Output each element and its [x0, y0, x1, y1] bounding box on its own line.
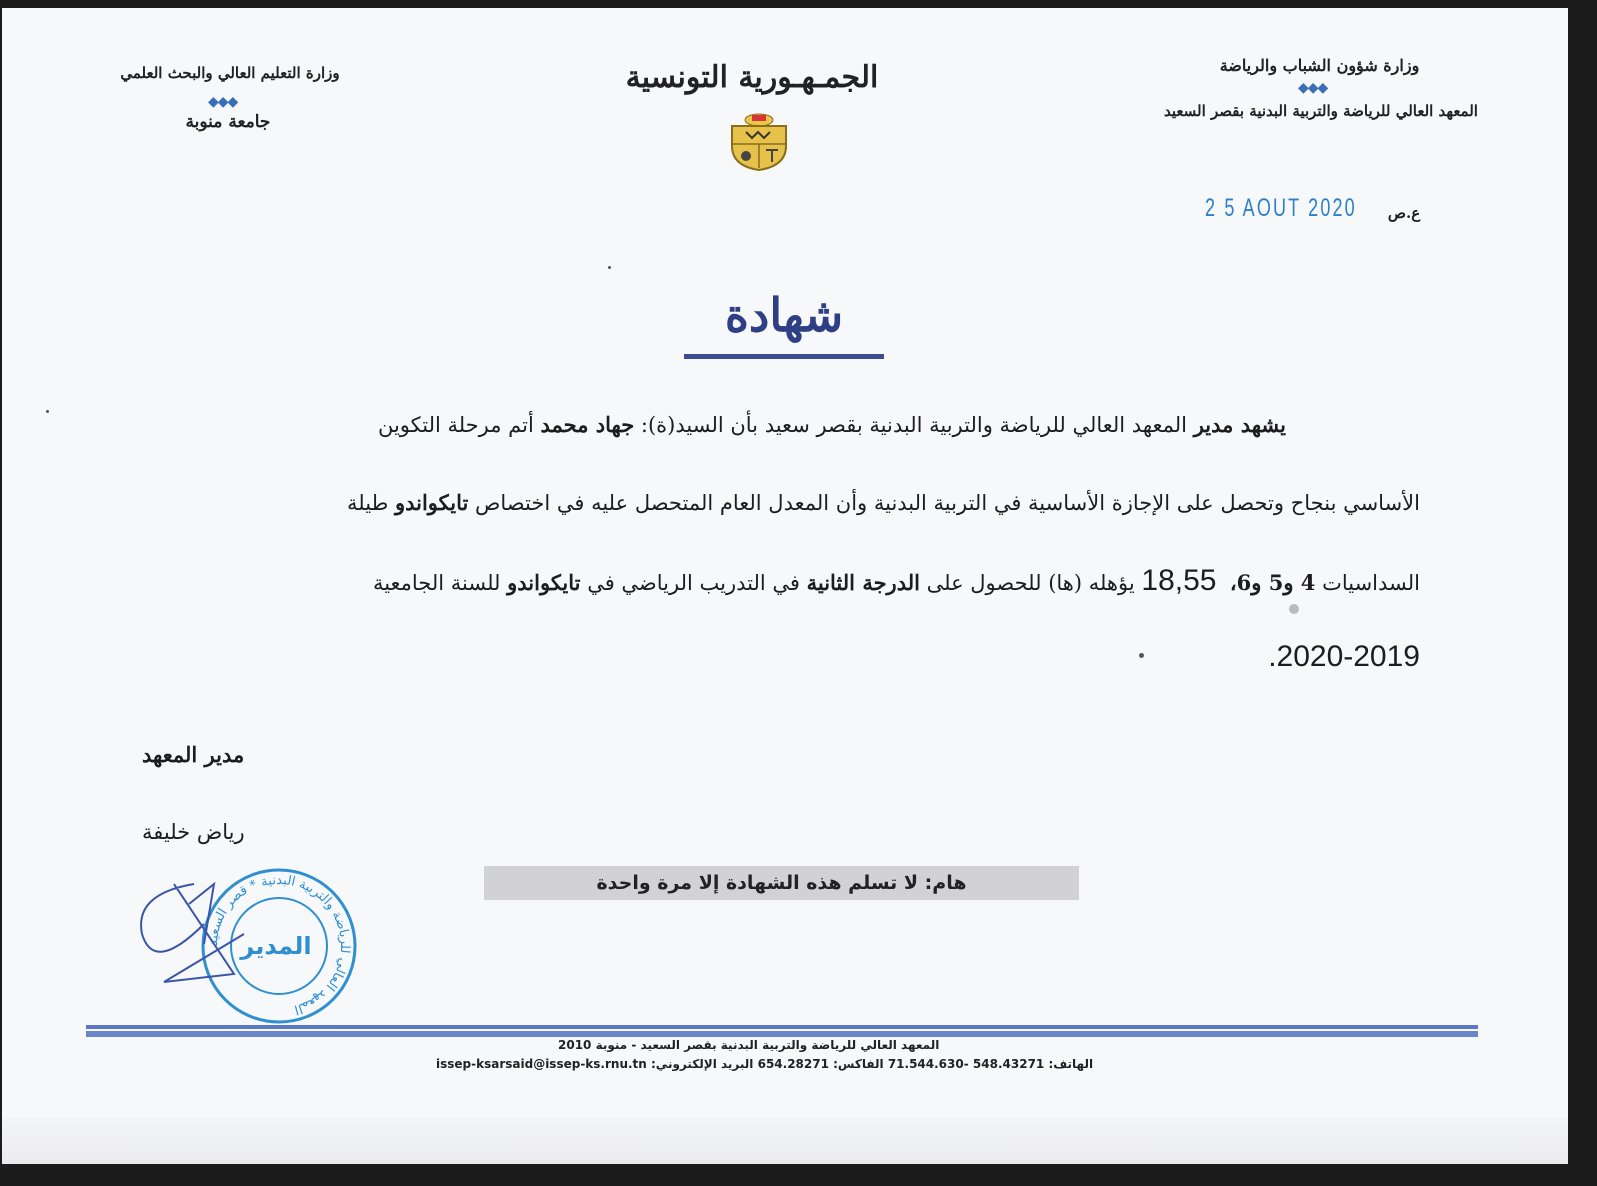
ministry-youth-sports: وزارة شؤون الشباب والرياضة: [1219, 56, 1420, 75]
semesters: 4 و5 و6،: [1229, 570, 1316, 595]
line2-text1: الأساسي بنجاح وتحصل على الإجازة الأساسية في التربية البدنية وأن المعدل العام المتحصل عليه في اختصاص: [468, 491, 1420, 515]
paper-speck: [46, 410, 49, 413]
certificate-page: [2, 8, 1568, 1164]
ornament-icon: ◆◆◆: [1298, 80, 1328, 96]
date-stamp: 2 5 AOUT 2020: [1205, 194, 1357, 222]
line3-text4: للسنة الجامعية: [372, 571, 508, 595]
university-name: جامعة منوبة: [185, 112, 271, 132]
institute-name: المعهد العالي للرياضة والتربية البدنية بقصر السعيد: [1164, 102, 1478, 120]
line3-text2: يؤهله (ها) للحصول على: [919, 571, 1142, 595]
body-line-1: [378, 412, 1286, 437]
reference-label: ع.ص: [1387, 204, 1421, 222]
single-issue-note: هام: لا تسلم هذه الشهادة إلا مرة واحدة: [484, 866, 1079, 900]
stamp-ring-text: المعهد العالي للرياضة والتربية البدنية * قصر السعيد: [205, 872, 353, 1017]
sport-name: تايكواندو: [507, 570, 581, 595]
line3-text3: في التدريب الرياضي في: [580, 571, 807, 595]
line2-text2: طيلة: [347, 491, 395, 515]
body-line-3: [373, 564, 1420, 598]
footer-rule-top: [86, 1025, 1478, 1029]
line1-text2: أتم مرحلة التكوين: [377, 413, 541, 437]
certificate-title: شهادة: [724, 288, 844, 342]
line1-text1: المعهد العالي للرياضة والتربية البدنية بقصر سعيد بأن السيد(ة):: [634, 413, 1194, 437]
footer-address: المعهد العالي للرياضة والتربية البدنية بقصر السعيد - منوبة 2010: [558, 1038, 940, 1052]
academic-year: .2020-2019: [1268, 640, 1420, 673]
paper-speck: [40, 1118, 50, 1128]
footer-rule-bottom: [86, 1031, 1478, 1037]
tunisia-emblem-icon: [724, 112, 794, 172]
body-line-2: [347, 490, 1420, 515]
signatory-name: رياض خليفة: [142, 820, 245, 844]
republic-title: الجمـهـورية التونسية: [625, 60, 879, 95]
line1-bold1: يشهد مدير: [1193, 412, 1286, 437]
title-underline: [684, 354, 884, 359]
signatory-role: مدير المعهد: [142, 742, 245, 767]
paper-speck: [608, 266, 611, 269]
ministry-higher-education: وزارة التعليم العالي والبحث العلمي: [120, 64, 340, 82]
degree-level: الدرجة الثانية: [806, 570, 920, 595]
director-stamp-icon: [134, 864, 364, 1029]
student-name: جهاد محمد: [540, 412, 635, 437]
ornament-icon: ◆◆◆: [208, 94, 238, 110]
general-average: 18,55: [1141, 564, 1217, 597]
line3-text1: السداسيات: [1315, 571, 1420, 595]
footer-contacts: الهاتف: 548.43271 -71.544.630 الفاكس: 654.28271 البريد الإلكتروني: issep-ksarsaid@issep-ks.rnu.tn: [436, 1057, 1094, 1071]
paper-speck: [1139, 653, 1144, 658]
paper-speck: [1289, 604, 1299, 614]
specialty: تايكواندو: [394, 490, 469, 515]
stamp-center-text: المدير: [240, 932, 312, 960]
